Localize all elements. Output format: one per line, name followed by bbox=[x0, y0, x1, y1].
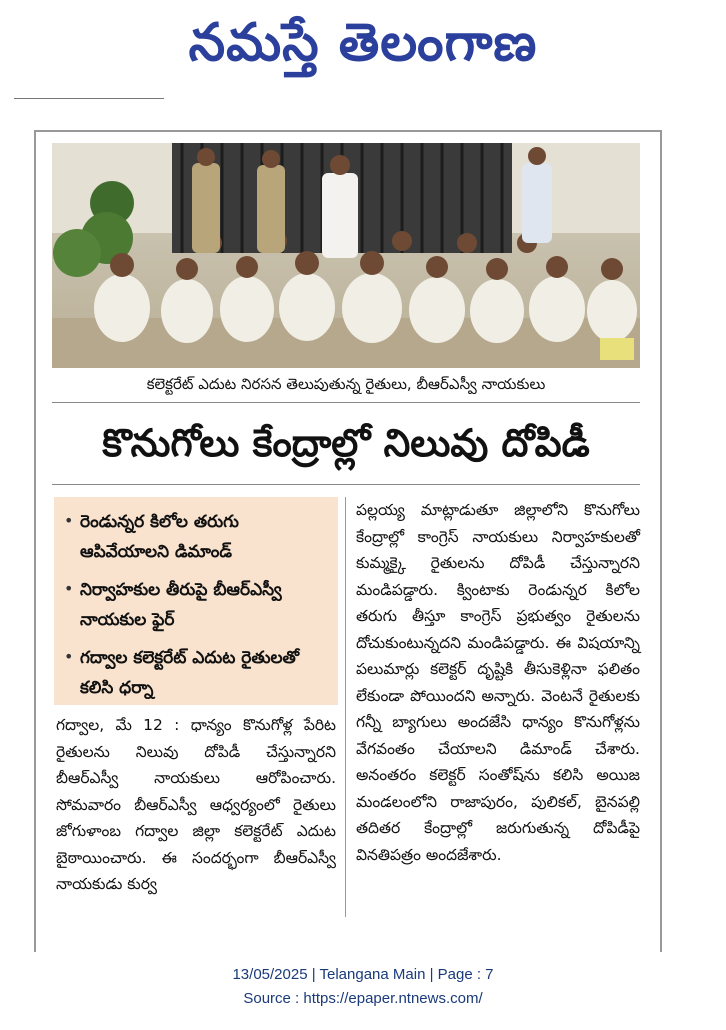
bullet-icon: • bbox=[64, 647, 74, 666]
bullet-icon: • bbox=[64, 511, 74, 530]
masthead-divider bbox=[14, 98, 164, 105]
footer-source-line: Source : https://epaper.ntnews.com/ bbox=[243, 990, 483, 1007]
body-paragraph: పల్లయ్య మాట్లాడుతూ జిల్లాలోని కొనుగోలు కేంద్రాల్లో కాంగ్రెస్ నాయకులు నిర్వాహకులతో కుమ్మక్కై రైతులను దోపిడీ చేస్తున్నారని మండిపడ్డారు. క్వింటాకు రెండున్నర కిలోల తరుగు తీస్తూ కాంగ్రెస్ ప్రభుత్వం రైతులను దోచుకుంటున్నదని మండిపడ్డారు. ఈ విషయాన్ని పలుమార్లు కలెక్టర్ దృష్టికి తీసుకెళ్లినా ఫలితం లేకుండా పోయిందని అన్నారు. వెంటనే రైతులకు గన్నీ బ్యాగులు అందజేసి ధాన్యం కొనుగోళ్లను వేగవంతం చేయాలని డిమాండ్ చేశారు. అనంతరం కలెక్టర్ సంతోష్‌ను కలిసి అయిజ మండలంలోని రాజాపురం, పులికల్, బైనపల్లి తదితర కేంద్రాల్లో జరుగుతున్న దోపిడీపై వినతిపత్రం అందజేశారు. bbox=[356, 501, 640, 864]
body-paragraph: గద్వాల, మే 12 : ధాన్యం కొనుగోళ్ల పేరిట రైతులను నిలువు దోపిడీ చేస్తున్నారని బీఆర్ఎస్వీ నాయకులు ఆరోపించారు. సోమవారం బీఆర్ఎస్వీ ఆధ్వర్యంలో రైతులు జోగుళాంబ గద్వాల జిల్లా కలెక్టరేట్ ఎదుట బైఠాయించారు. ఈ సందర్భంగా బీఆర్ఎస్వీ నాయకుడు కుర్వ bbox=[56, 716, 336, 893]
highlights-box bbox=[54, 497, 338, 705]
article-body-left bbox=[56, 712, 336, 898]
highlight-text: నిర్వాహకుల తీరుపై బీఆర్ఎస్వీ నాయకుల ఫైర్ bbox=[80, 580, 282, 630]
headline-divider bbox=[52, 484, 640, 485]
caption-divider bbox=[52, 402, 640, 403]
bullet-icon: • bbox=[64, 579, 74, 598]
highlight-item bbox=[64, 643, 328, 703]
article-body-right bbox=[356, 497, 640, 868]
highlight-text: గద్వాల కలెక్టరేట్ ఎదుట రైతులతో కలిసి ధర్నా bbox=[80, 648, 300, 698]
footer-date-line: 13/05/2025 | Telangana Main | Page : 7 bbox=[232, 966, 494, 983]
photo-caption: కలెక్టరేట్ ఎదుట నిరసన తెలుపుతున్న రైతులు, బీఆర్ఎస్వీ నాయకులు bbox=[146, 375, 546, 393]
newspaper-masthead: నమస్తే తెలంగాణ bbox=[188, 12, 538, 73]
highlight-item bbox=[64, 575, 328, 635]
highlight-item bbox=[64, 507, 328, 567]
highlight-text: రెండున్నర కిలోల తరుగు ఆపివేయాలని డిమాండ్ bbox=[80, 512, 239, 562]
protest-photo bbox=[52, 143, 640, 368]
article-headline: కొనుగోలు కేంద్రాల్లో నిలువు దోపిడీ bbox=[102, 421, 590, 465]
column-divider bbox=[345, 497, 346, 917]
